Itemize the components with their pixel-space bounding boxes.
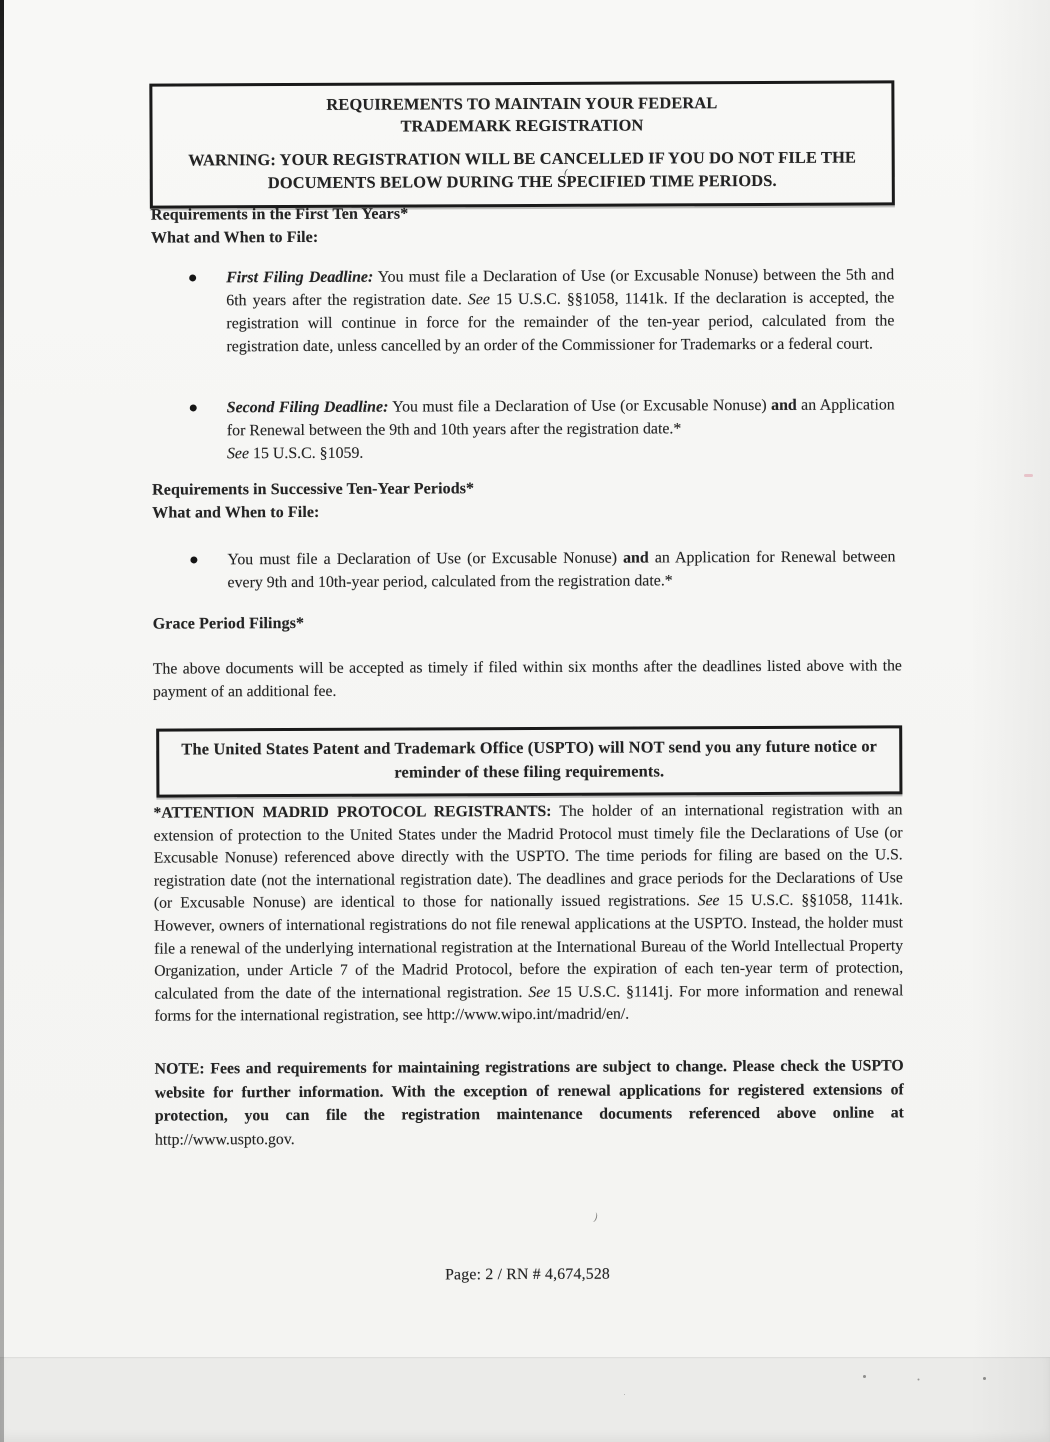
bullet-marker-icon [189, 274, 196, 281]
bullet-successive-renewal [189, 545, 895, 594]
box-title-line-1: REQUIREMENTS TO MAINTAIN YOUR FEDERAL [326, 93, 718, 114]
notice-line-1: The United States Patent and Trademark Office (USPTO) will NOT send you any future notice or [181, 736, 878, 759]
section-heading-first-ten-years: Requirements in the First Ten Years* [150, 205, 409, 224]
notice-line-2: reminder of these filing requirements. [394, 761, 665, 782]
grace-period-paragraph: The above documents will be accepted as timely if filed within six months after the deadlines listed above with the payment of an additional fee. [152, 657, 902, 701]
box-warning [159, 146, 886, 194]
bullet-marker-icon [190, 404, 197, 411]
bullet-text: First Filing Deadline: You must file a Declaration of Use (or Excusable Nonuse) between the 5th and 6th years after the registration date. See 15 U.S.C. §§1058, 1141k. If the declaration is accepted, the registration will continue in force for the remainder of the ten-year period, calculated from the registration date, unless cancelled by an order of the Commissioner for Trademarks or a federal court. [226, 266, 895, 356]
bullet-marker-icon [190, 556, 197, 563]
bullet-text: You must file a Declaration of Use (or Excusable Nonuse) and an Application for Renewal between every 9th and 10th-year period, calculated from the registration date.* [227, 548, 896, 592]
pink-scan-artifact [1024, 474, 1033, 477]
box-warning-line-1: WARNING: YOUR REGISTRATION WILL BE CANCELLED IF YOU DO NOT FILE THE [188, 147, 857, 170]
uspto-no-notice-box [156, 725, 902, 797]
subheading-what-when-to-file-1: What and When to File: [150, 228, 319, 247]
bullet-second-filing-deadline [189, 393, 895, 465]
bullet-first-filing-deadline [188, 263, 894, 358]
requirements-warning-box [149, 80, 895, 208]
scan-edge-shadow-left [0, 0, 4, 1442]
note-paragraph: NOTE: Fees and requirements for maintaining registrations are subject to change. Please check the USPTO website for further information. With the exception of renewal applications for registered extensions of protection, you can file the registration maintenance documents referenced above online at http://www.uspto.gov. [154, 1057, 904, 1149]
box-title [158, 91, 885, 137]
box-warning-line-2: DOCUMENTS BELOW DURING THE SPECIFIED TIME PERIODS. [267, 170, 777, 192]
box-title-line-2: TRADEMARK REGISTRATION [400, 114, 644, 136]
madrid-protocol-paragraph: *ATTENTION MADRID PROTOCOL REGISTRANTS: The holder of an international registration with an extension of protection to the United States under the Madrid Protocol must timely file the Declarations of Use (or Excusable Nonuse) referenced above directly with the USPTO. The time periods for filing are based on the U.S. registration date (not the international registration date). The deadlines and grace periods for the Declarations of Use (or Excusable Nonuse) are identical to those for nationally issued registrations. See 15 U.S.C. §§1058, 1141k. However, owners of international registrations do not file renewal applications at the USPTO. Instead, the holder must file a renewal of the underlying international registration at the International Bureau of the World Intellectual Property Organization, under Article 7 of the Madrid Protocol, before the expiration of each ten-year term of protection, calculated from the date of the international registration. See 15 U.S.C. §1141j. For more information and renewal forms for the international registration, see http://www.wipo.int/madrid/en/. [153, 801, 904, 1025]
scan-edge-shadow-right [970, 0, 1050, 1442]
subheading-what-when-to-file-2: What and When to File: [152, 503, 320, 522]
dust-speckles [863, 1375, 866, 1378]
page-footer: Page: 2 / RN # 4,674,528 [445, 1265, 611, 1284]
section-heading-grace-period: Grace Period Filings* [152, 614, 305, 633]
bullet-text: Second Filing Deadline: You must file a Declaration of Use (or Excusable Nonuse) and an Application for Renewal between the 9th and 10th years after the registration date.* See 15 U.S.C. §1059. [226, 396, 895, 463]
scanner-background-band [0, 1357, 1050, 1442]
section-heading-successive-periods: Requirements in Successive Ten-Year Periods* [152, 480, 475, 499]
